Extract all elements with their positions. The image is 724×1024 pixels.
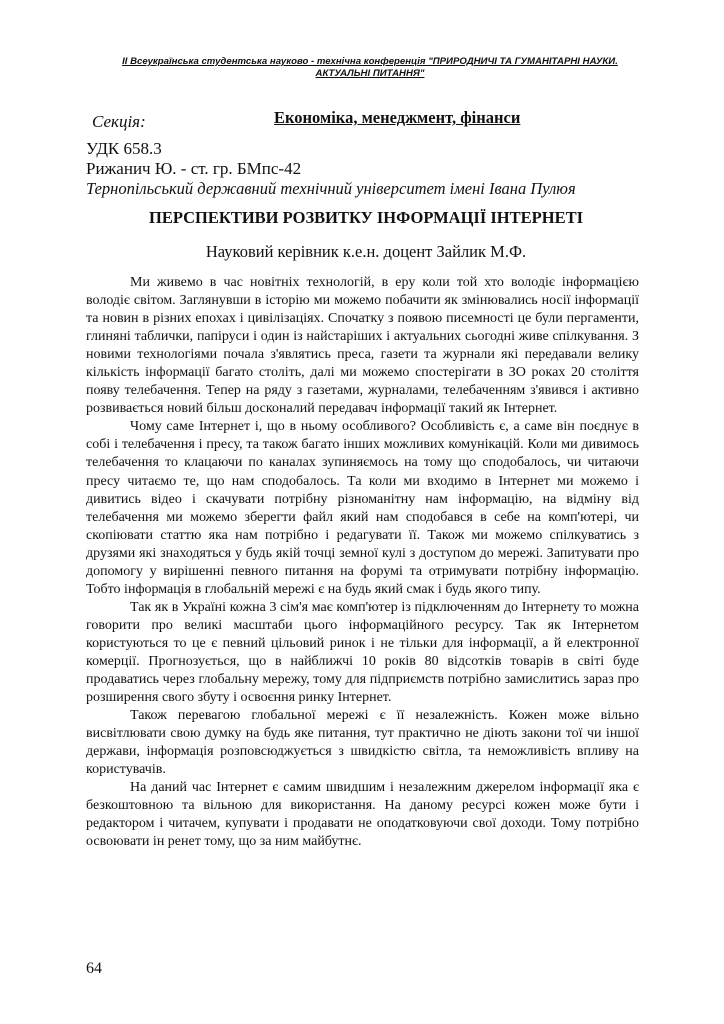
supervisor-line: Науковий керівник к.е.н. доцент Зайлик М.Ф. [205, 242, 527, 261]
section-name: Економіка, менеджмент, фінанси [274, 108, 521, 127]
section-label: Секція: [92, 112, 146, 131]
paragraph: Ми живемо в час новітніх технологій, в еру коли той хто володіє інформацією володіє світом. Заглянувши в історію ми можемо побачити як змінювались носії інформації та новин в різних епохах і цивілізаціях. Спочатку з появою писемності це були пергаменти, глиняні таблички, папіруси і один із найстаріших і актуальних сьогодні живе спілкування. З новими технологіями почала з'являтись преса, газети та журнали які передавали велику кількість інформації багато століть, далі ми можемо спостерігати в ЗО роках 20 століття появу телебачення. Тепер на ряду з газетами, журналами, телебаченням з'явився і активно розвивається новий більш досконалий передавач інформації такий як Інтернет. [86, 275, 639, 417]
conference-header-line-1: ІІ Всеукраїнська студентська науково - технічна конференція "ПРИРОДНИЧІ ТА ГУМАНІТАРНІ НАУКИ. [122, 56, 618, 67]
paper-title: ПЕРСПЕКТИВИ РОЗВИТКУ ІНФОРМАЦІЇ ІНТЕРНЕТІ [148, 208, 583, 227]
paragraph: На даний час Інтернет є самим швидшим і незалежним джерелом інформації яка є безкоштовною та вільною для використання. На даному ресурсі кожен може бути і редактором і читачем, купувати і продавати не оподатковуючи свої доходи. Тому потрібно освоювати ін ренет тому, що за ним майбутнє. [86, 780, 639, 850]
section-row [92, 108, 632, 132]
conference-header [90, 56, 650, 80]
paragraph: Так як в Україні кожна 3 сім'я має комп'ютер із підключенням до Інтернету то можна говорити про великі масштаби цього інформаційного ресурсу. Так як Інтернетом користуються то це є певний цільовий ринок і не тільки для інформації, а й електронної комерції. Прогнозується, що в найближчі 10 років 80 відсотків товарів в світі буде продаватись через глобальну мережу, тому для підприємств потрібно замислитись зараз про розширення свого збуту і освоєння ринку Інтернет. [86, 599, 639, 706]
affiliation: Тернопільський державний технічний університет імені Івана Пулюя [86, 179, 576, 198]
paragraph: Також перевагою глобальної мережі є її незалежність. Кожен може вільно висвітлювати свою думку на будь яке питання, тут практично не діють закони тої чи іншої держави, інформація розповсюджується з швидкістю світла, та неможливість впливу на користувачів. [86, 708, 639, 778]
author-line: Рижанич Ю. - ст. гр. БМпс-42 [86, 159, 302, 178]
paragraph: Чому саме Інтернет і, що в ньому особливого? Особливість є, а саме він поєднує в собі і телебачення і пресу, та також багато інших можливих комунікацій. Коли ми дивимось телебачення то клацаючи по каналах зупиняємось на тому що сподобалось, чи читаючи пресу читаємо те, що нам сподобалось. Та коли ми входимо в Інтернет ми можемо і дивитись відео і скачувати потрібну різноманітну нам інформацію, на відміну від телебачення ми можемо зберегти файл який нам сподобався в себе на комп'ютері, чи скопіювати статтю яка нам потрібно і редагувати її. Також ми можемо спілкуватись з друзями які знаходяться у будь якій точці земної кулі з доступом до мережі. Запитувати про допомогу у вирішенні певного питання на форумі та отримувати потрібну інформацію. Тобто інформація в глобальній мережі є на будь який смак і будь якого типу. [86, 419, 639, 597]
page-number: 64 [86, 960, 102, 977]
body-text [86, 274, 639, 852]
udc-code: УДК 658.3 [86, 139, 162, 158]
conference-header-line-2: АКТУАЛЬНІ ПИТАННЯ" [315, 68, 425, 79]
